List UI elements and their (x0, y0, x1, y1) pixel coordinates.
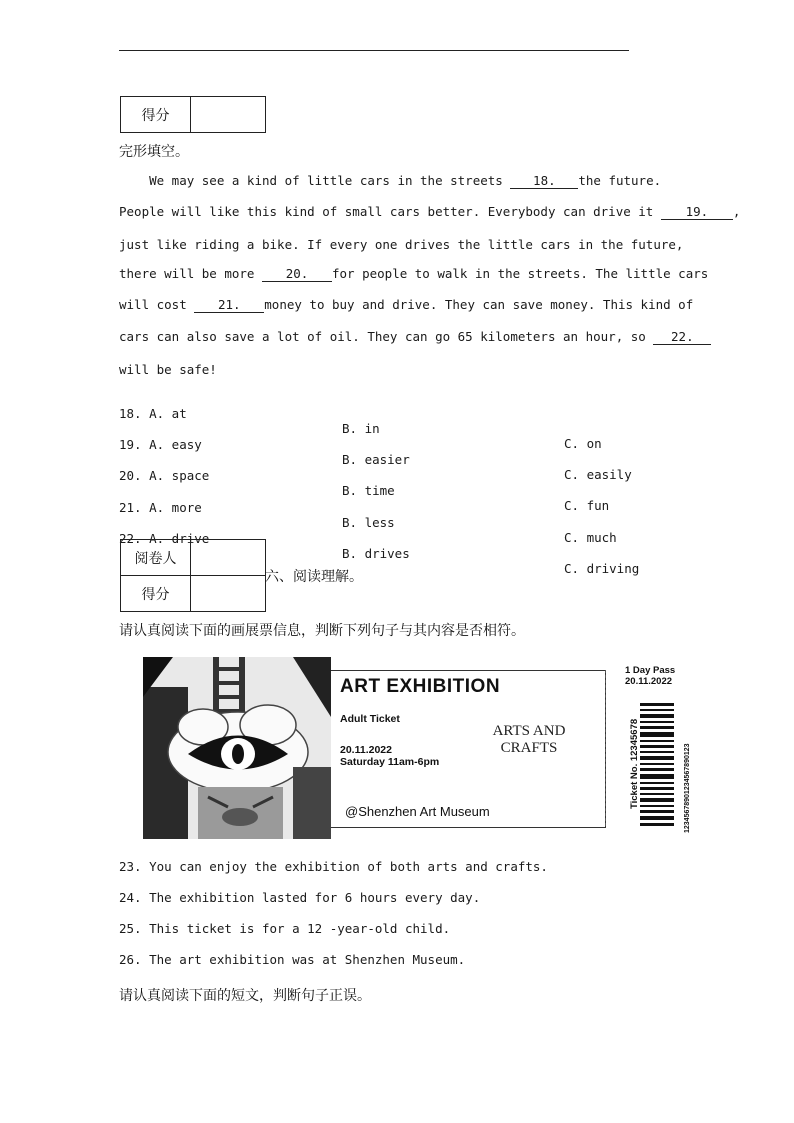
ticket-number: Ticket No. 12345678 (629, 718, 640, 809)
passage-line-5 (119, 297, 693, 313)
reviewer-value-cell[interactable] (191, 540, 266, 576)
ticket-pass: 1 Day Pass (625, 665, 676, 676)
blank-22[interactable]: 22. (653, 329, 711, 345)
passage-text: We may see a kind of little cars in the streets (119, 173, 511, 188)
passage-line-2 (119, 204, 740, 220)
ticket-museum: @Shenzhen Art Museum (345, 804, 490, 819)
passage-text: money to buy and drive. They can save money. This kind of (264, 297, 694, 312)
option-b[interactable]: B. less (342, 515, 395, 530)
blank-19[interactable]: 19. (661, 204, 733, 220)
option-c[interactable]: C. fun (564, 498, 610, 513)
note-line: ARTS AND (492, 723, 566, 739)
ticket-time: Saturday 11am-6pm (340, 756, 440, 768)
ticket-artwork (143, 657, 331, 839)
option-a[interactable]: 19. A. easy (119, 437, 202, 452)
option-b[interactable]: B. time (342, 483, 395, 498)
ticket-perforation (605, 670, 606, 826)
reviewer-score-box (120, 539, 266, 612)
passage-line-3: just like riding a bike. If every one drives the little cars in the future, (119, 237, 684, 252)
passage-line-7: will be safe! (119, 362, 217, 377)
barcode-icon (640, 703, 674, 828)
option-c[interactable]: C. driving (564, 561, 640, 576)
ticket-pass-date: 20.11.2022 (625, 676, 673, 687)
note-line: CRAFTS (500, 740, 558, 756)
statement-23: 23. You can enjoy the exhibition of both arts and crafts. (119, 859, 548, 874)
ticket-type: Adult Ticket (340, 713, 400, 725)
statement-25: 25. This ticket is for a 12 -year-old child. (119, 921, 451, 936)
passage-text: People will like this kind of small cars better. Everybody can drive it (119, 204, 661, 219)
passage-line-4 (119, 266, 708, 282)
next-instruction: 请认真阅读下面的短文，判断句子正误。 (119, 988, 371, 1004)
exhibition-ticket (143, 657, 693, 839)
option-a[interactable]: 22. A. drive (119, 531, 210, 546)
ticket-handwritten-note (479, 723, 579, 757)
score-label: 得分 (121, 576, 191, 612)
passage-text: the future. (578, 173, 662, 188)
option-b[interactable]: B. easier (342, 452, 410, 467)
blank-18[interactable]: 18. (510, 173, 578, 189)
passage-text: will cost (119, 297, 195, 312)
ticket-date: 20.11.2022 (340, 744, 392, 756)
score-value-cell[interactable] (191, 576, 266, 612)
barcode-digits: 12345678901234567890123 (684, 743, 691, 833)
option-b[interactable]: B. in (342, 421, 380, 436)
option-a[interactable]: 21. A. more (119, 500, 202, 515)
option-b[interactable]: B. drives (342, 546, 410, 561)
blank-21[interactable]: 21. (194, 297, 264, 313)
option-c[interactable]: C. on (564, 436, 602, 451)
option-c[interactable]: C. easily (564, 467, 632, 482)
blank-20[interactable]: 20. (262, 266, 332, 282)
passage-line-1 (119, 173, 661, 189)
score-box (120, 96, 266, 133)
reading-instruction: 请认真阅读下面的画展票信息，判断下列句子与其内容是否相符。 (119, 623, 525, 639)
header-rule (119, 50, 629, 51)
score-label: 得分 (121, 97, 191, 133)
option-a[interactable]: 20. A. space (119, 468, 210, 483)
option-a[interactable]: 18. A. at (119, 406, 187, 421)
statement-24: 24. The exhibition lasted for 6 hours every day. (119, 890, 481, 905)
ticket-title: ART EXHIBITION (340, 676, 501, 697)
passage-text: for people to walk in the streets. The little cars (332, 266, 709, 281)
option-c[interactable]: C. much (564, 530, 617, 545)
passage-line-6 (119, 329, 711, 345)
reviewer-label: 阅卷人 (121, 540, 191, 576)
section-heading-reading: 六、阅读理解。 (265, 569, 363, 585)
score-value-cell[interactable] (191, 97, 266, 133)
passage-text: , (732, 204, 741, 219)
passage-text: there will be more (119, 266, 262, 281)
section-heading-cloze: 完形填空。 (119, 144, 189, 160)
passage-text: cars can also save a lot of oil. They can go 65 kilometers an hour, so (119, 329, 654, 344)
statement-26: 26. The art exhibition was at Shenzhen Museum. (119, 952, 466, 967)
